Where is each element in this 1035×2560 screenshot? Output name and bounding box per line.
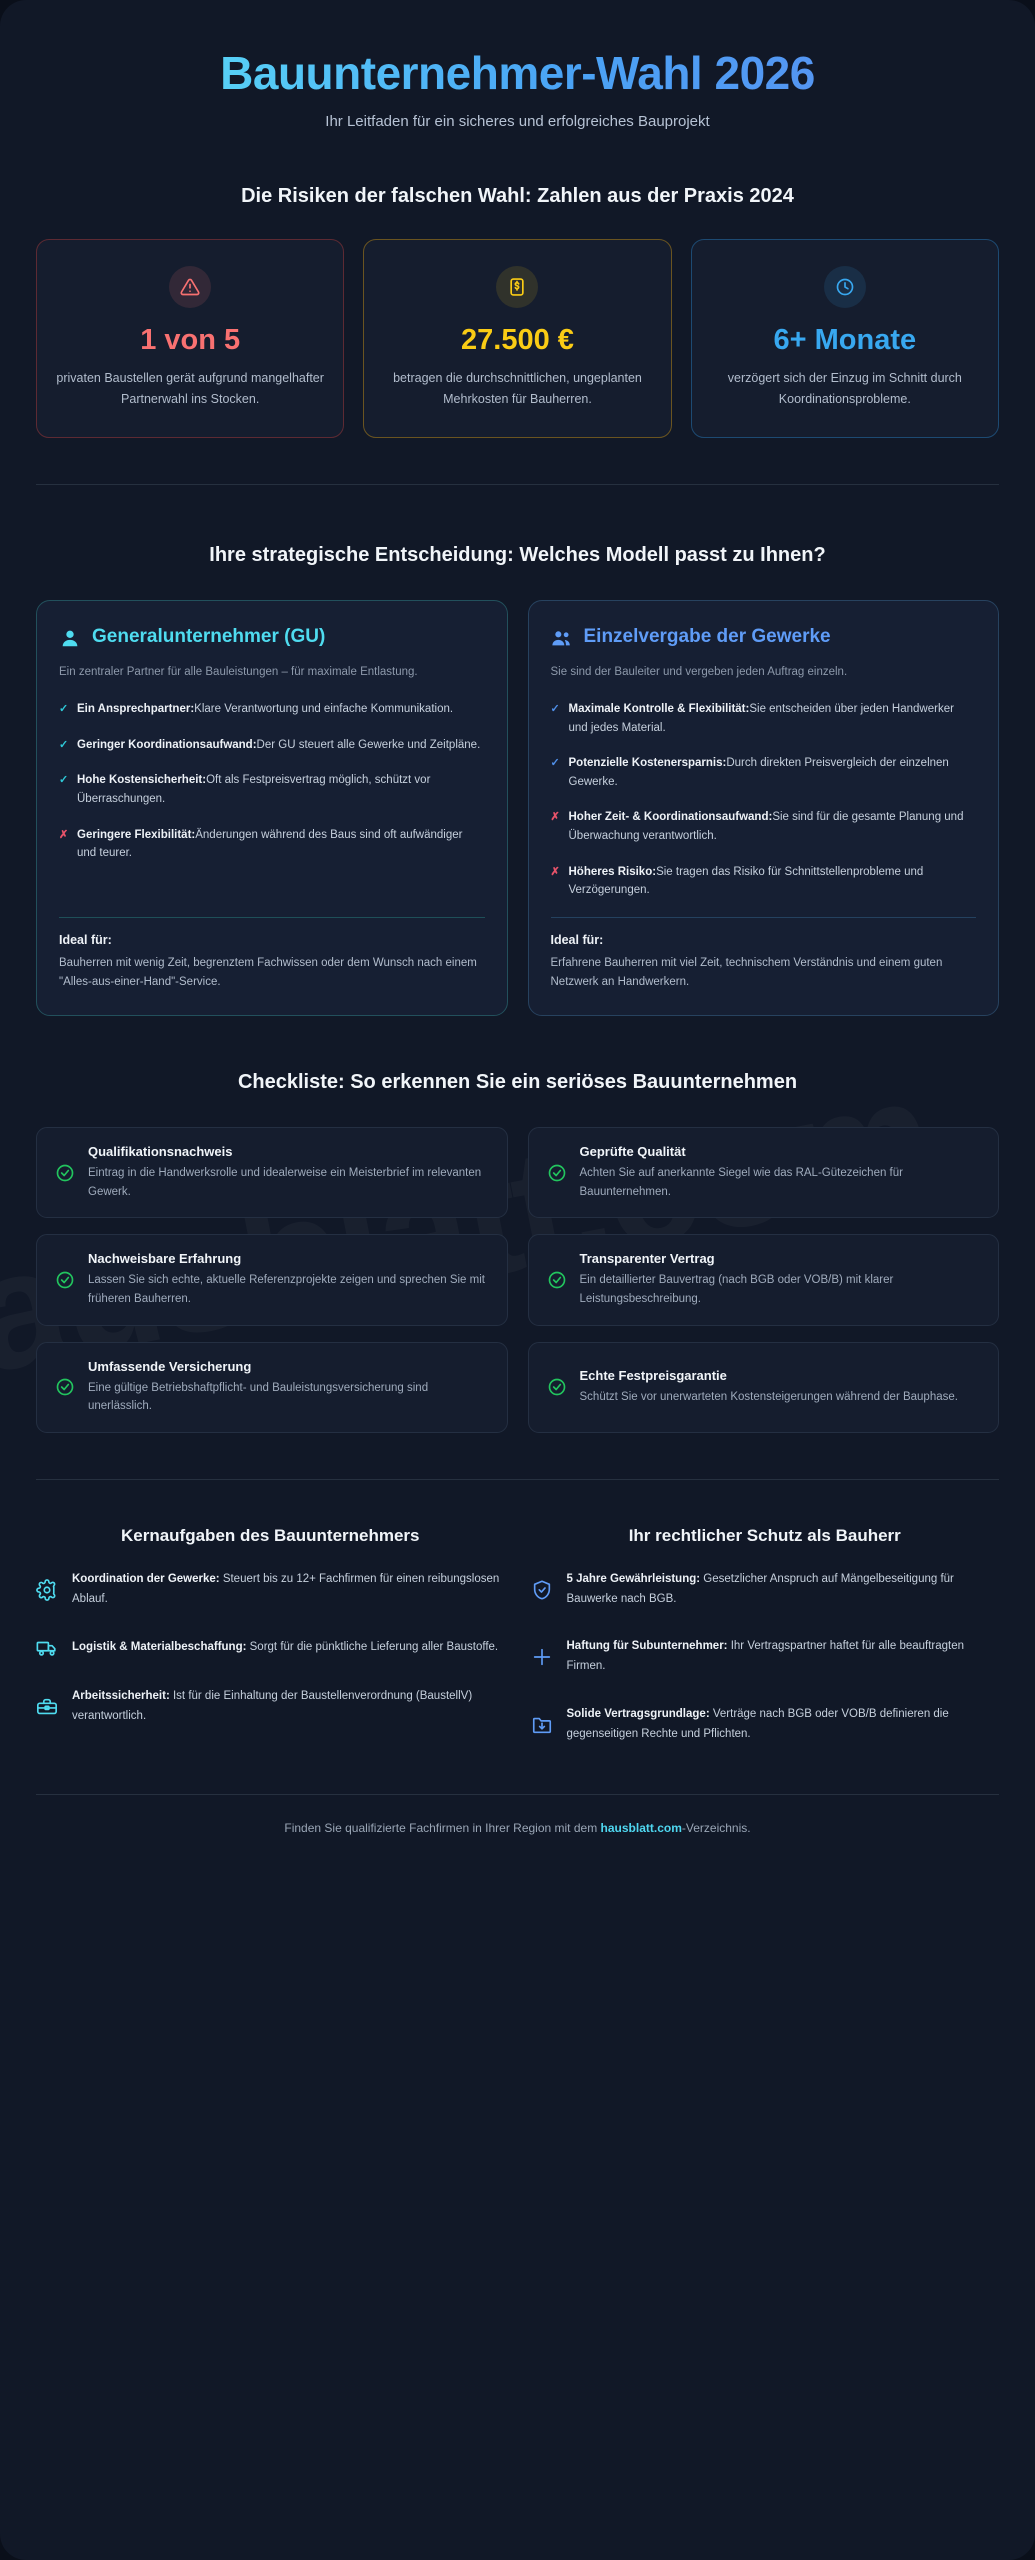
model-point [551,808,977,845]
task-item [36,1570,505,1610]
ideal-for-title: Ideal für: [59,932,112,947]
stat-value: 1 von 5 [140,323,241,356]
bottom-columns [0,1526,1035,1773]
model-point [59,736,485,755]
section-divider [36,1479,999,1480]
legal-column [531,1526,1000,1773]
footer-text-after: -Verzeichnis. [681,1821,751,1836]
model-card-einzelvergabe [528,600,1000,1016]
check-mark-icon: ✓ [550,702,560,715]
models-heading: Ihre strategische Entscheidung: Welches Modell passt zu Ihnen? [209,544,826,567]
checklist-desc: Eine gültige Betriebshaftpflicht- und Bauleistungsversicherung sind unerlässlich. [88,1381,429,1413]
toolbox-icon [36,1696,58,1718]
stat-description: verzögert sich der Einzug im Schnitt durch Koordinationsprobleme. [727,371,962,406]
point-desc: Sie entscheiden über jeden Handwerker und jedes Material. [568,702,954,734]
truck-icon [36,1637,58,1659]
checklist-title: Umfassende Versicherung [88,1358,252,1374]
checklist-heading: Checkliste: So erkennen Sie ein seriöses Bauunternehmen [237,1071,798,1094]
task-label: Arbeitssicherheit: [72,1690,170,1703]
point-desc: Oft als Festpreisvertrag möglich, schützt vor Überraschungen. [77,774,431,805]
model-point-list [551,700,977,917]
legal-label: Solide Vertragsgrundlage: [566,1707,710,1720]
checklist-item [528,1127,1000,1218]
checklist-desc: Lassen Sie sich echte, aktuelle Referenzprojekte zeigen und sprechen Sie mit früheren Bauherren. [88,1274,485,1305]
model-header [551,625,977,649]
task-item [36,1687,505,1727]
risk-stat-cards [0,239,1035,439]
checklist-desc: Eintrag in die Handwerksrolle und idealerweise ein Meisterbrief im relevanten Gewerk. [88,1167,482,1198]
footer-text-before: Finden Sie qualifizierte Fachfirmen in Ihrer Region mit dem [284,1821,601,1836]
folder-down-icon [531,1714,553,1736]
stat-value: 6+ Monate [773,323,917,356]
check-circle-icon [55,1163,75,1183]
checklist-item [36,1342,508,1433]
cross-mark-icon: ✗ [550,865,560,878]
brand-link[interactable]: hausblatt.com [600,1821,682,1836]
checklist-item [528,1234,1000,1325]
stat-card-delay [691,239,999,439]
checklist-item [528,1342,1000,1433]
model-card-generalunternehmer [36,600,508,1016]
checklist-desc: Schützt Sie vor unerwarteten Kostensteigerungen während der Bauphase. [579,1390,958,1403]
checklist-grid [0,1127,1035,1433]
stat-description: betragen die durchschnittlichen, ungeplanten Mehrkosten für Bauherren. [393,371,642,406]
model-point [551,754,977,791]
risks-heading: Die Risiken der falschen Wahl: Zahlen aus der Praxis 2024 [241,184,794,207]
checklist-title: Transparenter Vertrag [579,1251,715,1267]
task-desc: Sorgt für die pünktliche Lieferung aller Baustoffe. [249,1641,499,1654]
stat-value: 27.500 € [461,323,574,356]
checklist-title: Qualifikationsnachweis [88,1144,233,1160]
point-label: Ein Ansprechpartner: [77,702,195,715]
legal-desc: Ihr Vertragspartner haftet für alle beauftragten Firmen. [566,1640,965,1673]
task-label: Koordination der Gewerke: [72,1572,220,1585]
check-circle-icon [547,1163,567,1183]
model-point [551,863,977,900]
page-footer [0,1795,1035,1869]
stat-card-risk [36,239,344,439]
cross-mark-icon: ✗ [550,811,560,824]
model-comparison [0,600,1035,1016]
task-item [36,1637,505,1659]
legal-heading: Ihr rechtlicher Schutz als Bauherr [628,1525,901,1545]
point-desc: Sie tragen das Risiko für Schnittstellenprobleme und Verzögerungen. [568,865,924,897]
legal-label: 5 Jahre Gewährleistung: [566,1572,701,1585]
point-desc: Sie sind für die gesamte Planung und Überwachung verantwortlich. [568,811,964,843]
task-desc: Ist für die Einhaltung der Baustellenverordnung (BaustellV) verantwortlich. [72,1690,473,1723]
model-point-list [59,700,485,917]
gear-icon [36,1579,58,1601]
point-desc: Klare Verantwortung und einfache Kommunikation. [194,702,454,715]
model-point [59,826,485,863]
task-desc: Steuert bis zu 12+ Fachfirmen für einen reibungslosen Ablauf. [72,1572,500,1605]
users-group-icon [551,627,573,649]
point-desc: Durch direkten Preisvergleich der einzelnen Gewerke. [568,757,949,788]
checklist-desc: Achten Sie auf anerkannte Siegel wie das RAL-Gütezeichen für Bauunternehmen. [579,1167,903,1198]
check-mark-icon: ✓ [59,702,69,715]
banknote-icon [496,266,538,308]
ideal-for-text: Erfahrene Bauherren mit viel Zeit, technischem Verständnis und einem guten Netzwerk an Handwerkern. [550,956,943,989]
point-desc: Der GU steuert alle Gewerke und Zeitpläne. [256,738,481,751]
point-label: Maximale Kontrolle & Flexibilität: [568,702,750,715]
point-label: Hoher Zeit- & Koordinationsaufwand: [568,811,773,824]
ideal-for-text: Bauherren mit wenig Zeit, begrenztem Fachwissen oder dem Wunsch nach einem "Alles-aus-einer-Hand"-Service. [59,956,477,989]
ideal-for-box [59,917,485,993]
page-subtitle: Ihr Leitfaden für ein sicheres und erfolgreiches Bauprojekt [325,112,710,130]
stat-description: privaten Baustellen gerät aufgrund mangelhafter Partnerwahl ins Stocken. [56,371,324,406]
shield-check-icon [531,1579,553,1601]
check-circle-icon [55,1377,75,1397]
checklist-desc: Ein detaillierter Bauvertrag (nach BGB oder VOB/B) mit klarer Leistungsbeschreibung. [579,1274,894,1305]
model-point [59,771,485,808]
ideal-for-title: Ideal für: [550,932,604,947]
legal-label: Haftung für Subunternehmer: [566,1640,728,1653]
checklist-item [36,1234,508,1325]
clock-icon [824,266,866,308]
user-icon [59,627,81,649]
page-title: Bauunternehmer-Wahl 2026 [40,48,995,99]
model-title: Einzelvergabe der Gewerke [583,626,831,648]
ideal-for-box [551,917,977,993]
checklist-item [36,1127,508,1218]
check-circle-icon [547,1377,567,1397]
model-header [59,625,485,649]
section-divider [36,484,999,485]
point-label: Geringere Flexibilität: [77,828,196,841]
plus-icon [531,1646,553,1668]
check-circle-icon [55,1270,75,1290]
legal-item [531,1705,1000,1745]
cross-mark-icon: ✗ [59,828,69,841]
checklist-title: Geprüfte Qualität [579,1144,686,1160]
tasks-heading: Kernaufgaben des Bauunternehmers [120,1525,420,1545]
model-subtitle: Sie sind der Bauleiter und vergeben jeden Auftrag einzeln. [550,666,848,679]
model-point [551,700,977,737]
point-desc: Änderungen während des Baus sind oft aufwändiger und teurer. [77,828,463,860]
check-circle-icon [547,1270,567,1290]
legal-item [531,1637,1000,1677]
model-subtitle: Ein zentraler Partner für alle Bauleistungen – für maximale Entlastung. [59,666,418,679]
task-label: Logistik & Materialbeschaffung: [72,1641,247,1654]
check-mark-icon: ✓ [550,757,560,770]
legal-item [531,1570,1000,1610]
legal-desc: Verträge nach BGB oder VOB/B definieren die gegenseitigen Rechte und Pflichten. [566,1707,949,1740]
page-header [0,0,1035,130]
model-title: Generalunternehmer (GU) [92,626,326,648]
point-label: Geringer Koordinationsaufwand: [77,738,257,751]
point-label: Potenzielle Kostenersparnis: [568,757,727,770]
model-point [59,700,485,719]
stat-card-cost [363,239,671,439]
point-label: Höheres Risiko: [568,865,657,878]
checklist-title: Echte Festpreisgarantie [579,1367,727,1383]
tasks-column [36,1526,505,1773]
point-label: Hohe Kostensicherheit: [77,774,207,787]
check-mark-icon: ✓ [59,738,69,751]
checklist-title: Nachweisbare Erfahrung [88,1251,242,1267]
legal-desc: Gesetzlicher Anspruch auf Mängelbeseitigung für Bauwerke nach BGB. [566,1572,954,1605]
check-mark-icon: ✓ [59,774,69,787]
warning-triangle-icon [169,266,211,308]
